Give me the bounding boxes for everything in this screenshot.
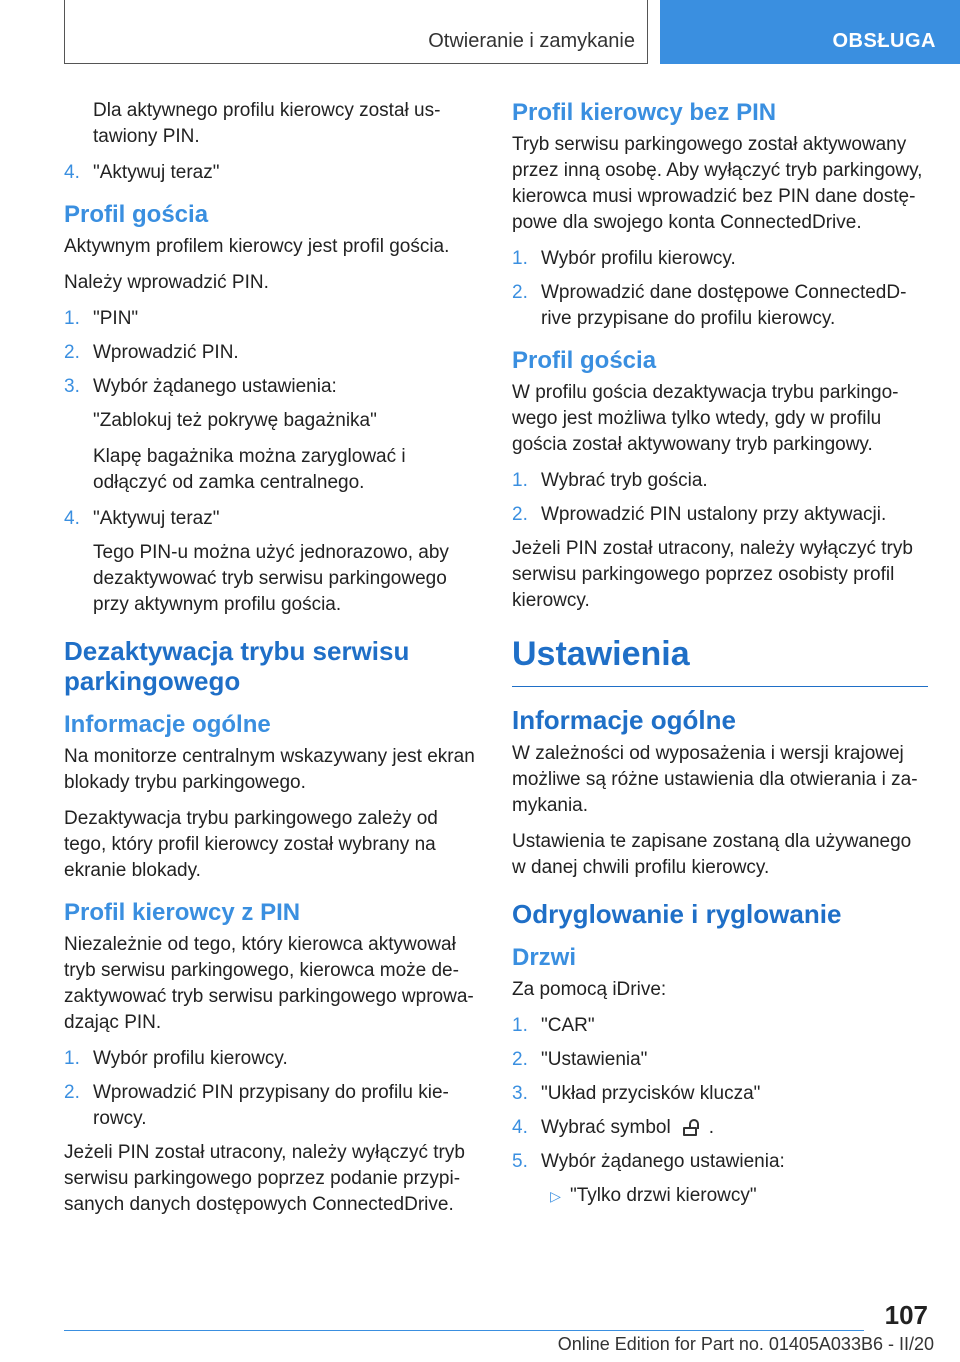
list-item (64, 160, 480, 186)
heading-deactivation: Dezaktywacja trybu serwisu parkingowego (64, 636, 410, 696)
list-text: Wybrać tryb gościa. (541, 470, 708, 491)
heading-profile-with-pin: Profil kierowcy z PIN (64, 899, 301, 926)
paragraph: Jeżeli PIN został utracony, należy wyłączyć tryb serwisu parkingowego poprzez podanie przypi-sanych danych dostępowych ConnectedDrive. (64, 1142, 465, 1215)
list-text: "Układ przycisków klucza" (541, 1083, 761, 1104)
list-item (64, 1080, 480, 1132)
list-number: 4. (64, 162, 80, 183)
list-number: 2. (64, 342, 80, 363)
list-text: Wybór żądanego ustawienia: (541, 1151, 785, 1172)
heading-unlock-lock: Odryglowanie i ryglowanie (512, 899, 842, 929)
footer-edition: Online Edition for Part no. 01405A033B6 - II/20 (557, 1334, 934, 1354)
list-text: Wprowadzić dane dostępowe ConnectedD-rive przypisane do profilu kierowcy. (541, 282, 907, 329)
list-item (512, 1115, 928, 1141)
list-item (64, 1046, 480, 1072)
page-number: 107 (884, 1300, 928, 1330)
step-text-end: . (708, 1117, 714, 1138)
header-section-title: Otwieranie i zamykanie (428, 30, 635, 52)
heading-general-info: Informacje ogólne (512, 705, 736, 735)
paragraph: Aktywnym profilem kierowcy jest profil gościa. (64, 236, 450, 257)
list-item (64, 306, 480, 332)
list-item (512, 1149, 928, 1175)
list-text (541, 1115, 928, 1141)
list-text: Wprowadzić PIN przypisany do profilu kie-rowcy. (93, 1082, 449, 1129)
bullet-item (512, 1183, 928, 1209)
list-text: "Aktywuj teraz" (93, 162, 220, 183)
list-item (512, 1081, 928, 1107)
heading-guest-profile: Profil gościa (64, 201, 209, 228)
list-item (512, 1047, 928, 1073)
paragraph: Ustawienia te zapisane zostaną dla używanego w danej chwili profilu kierowcy. (512, 831, 912, 878)
intro-text: Dla aktywnego profilu kierowcy został us-tawiony PIN. (93, 100, 441, 147)
sub-text: Klapę bagażnika można zaryglować i odłączyć od zamka centralnego. (93, 446, 406, 493)
list-number: 2. (512, 504, 528, 525)
paragraph: Należy wprowadzić PIN. (64, 272, 269, 293)
paragraph: Na monitorze centralnym wskazywany jest ekran blokady trybu parkingowego. (64, 746, 475, 793)
bullet-text: "Tylko drzwi kierowcy" (570, 1185, 757, 1206)
header-section-box (64, 0, 648, 64)
sub-text: "Zablokuj też pokrywę bagażnika" (93, 410, 377, 431)
list-number: 5. (512, 1151, 528, 1172)
list-number: 3. (64, 376, 80, 397)
heading-general-info: Informacje ogólne (64, 711, 271, 738)
list-number: 2. (64, 1082, 80, 1103)
list-item (64, 374, 480, 400)
list-number: 1. (64, 1048, 80, 1069)
paragraph: Tryb serwisu parkingowego został aktywowany przez inną osobę. Aby wyłączyć tryb parkingowy, kierowca musi wprowadzić bez PIN dane dostę-powe dla swojego konta ConnectedDrive. (512, 134, 923, 233)
list-item (512, 1013, 928, 1039)
list-text: "Aktywuj teraz" (93, 508, 220, 529)
list-text: "CAR" (541, 1015, 595, 1036)
list-item (512, 246, 928, 272)
list-item (512, 502, 928, 528)
list-number: 2. (512, 282, 528, 303)
list-number: 4. (512, 1117, 528, 1138)
list-item (512, 280, 928, 332)
triangle-bullet-icon: ▷ (550, 1188, 561, 1204)
heading-doors: Drzwi (512, 944, 577, 971)
footer-divider (64, 1330, 864, 1331)
heading-settings: Ustawienia (512, 632, 928, 687)
list-text: Wybór profilu kierowcy. (541, 248, 736, 269)
header-chapter-label: OBSŁUGA (832, 30, 936, 52)
header-chapter-tab (660, 0, 960, 64)
heading-guest-profile: Profil gościa (512, 347, 657, 374)
list-item (64, 506, 480, 532)
step-text: Wybrać symbol (541, 1117, 671, 1138)
list-text: "Ustawienia" (541, 1049, 648, 1070)
unlocked-padlock-icon (681, 1119, 699, 1135)
paragraph: W zależności od wyposażenia i wersji krajowej możliwe są różne ustawienia dla otwierania i za-mykania. (512, 743, 918, 816)
list-number: 3. (512, 1083, 528, 1104)
paragraph: Niezależnie od tego, który kierowca aktywował tryb serwisu parkingowego, kierowca może de-zaktywować tryb serwisu parkingowego wprowa-dzając PIN. (64, 934, 474, 1033)
heading-profile-without-pin: Profil kierowcy bez PIN (512, 99, 777, 126)
list-number: 2. (512, 1049, 528, 1070)
right-column (512, 98, 928, 1217)
paragraph: Dezaktywacja trybu parkingowego zależy od tego, który profil kierowcy został wybrany na ekranie blokady. (64, 808, 438, 881)
list-number: 1. (512, 1015, 528, 1036)
list-item (64, 340, 480, 366)
list-text: "PIN" (93, 308, 139, 329)
list-number: 4. (64, 508, 80, 529)
list-text: Wprowadzić PIN ustalony przy aktywacji. (541, 504, 887, 525)
left-column (64, 98, 480, 1228)
list-text: Wprowadzić PIN. (93, 342, 239, 363)
sub-text: Tego PIN-u można użyć jednorazowo, aby dezaktywować tryb serwisu parkingowego przy aktywnym profilu gościa. (93, 542, 449, 615)
paragraph: Za pomocą iDrive: (512, 979, 667, 1000)
list-number: 1. (512, 470, 528, 491)
list-text: Wybór profilu kierowcy. (93, 1048, 288, 1069)
page-header (0, 0, 960, 66)
list-text: Wybór żądanego ustawienia: (93, 376, 337, 397)
list-number: 1. (512, 248, 528, 269)
paragraph: W profilu gościa dezaktywacja trybu parkingo-wego jest możliwa tylko wtedy, gdy w profilu gościa został aktywowany tryb parkingowy. (512, 382, 899, 455)
paragraph: Jeżeli PIN został utracony, należy wyłączyć tryb serwisu parkingowego poprzez osobisty profil kierowcy. (512, 538, 913, 611)
list-item (512, 468, 928, 494)
list-number: 1. (64, 308, 80, 329)
